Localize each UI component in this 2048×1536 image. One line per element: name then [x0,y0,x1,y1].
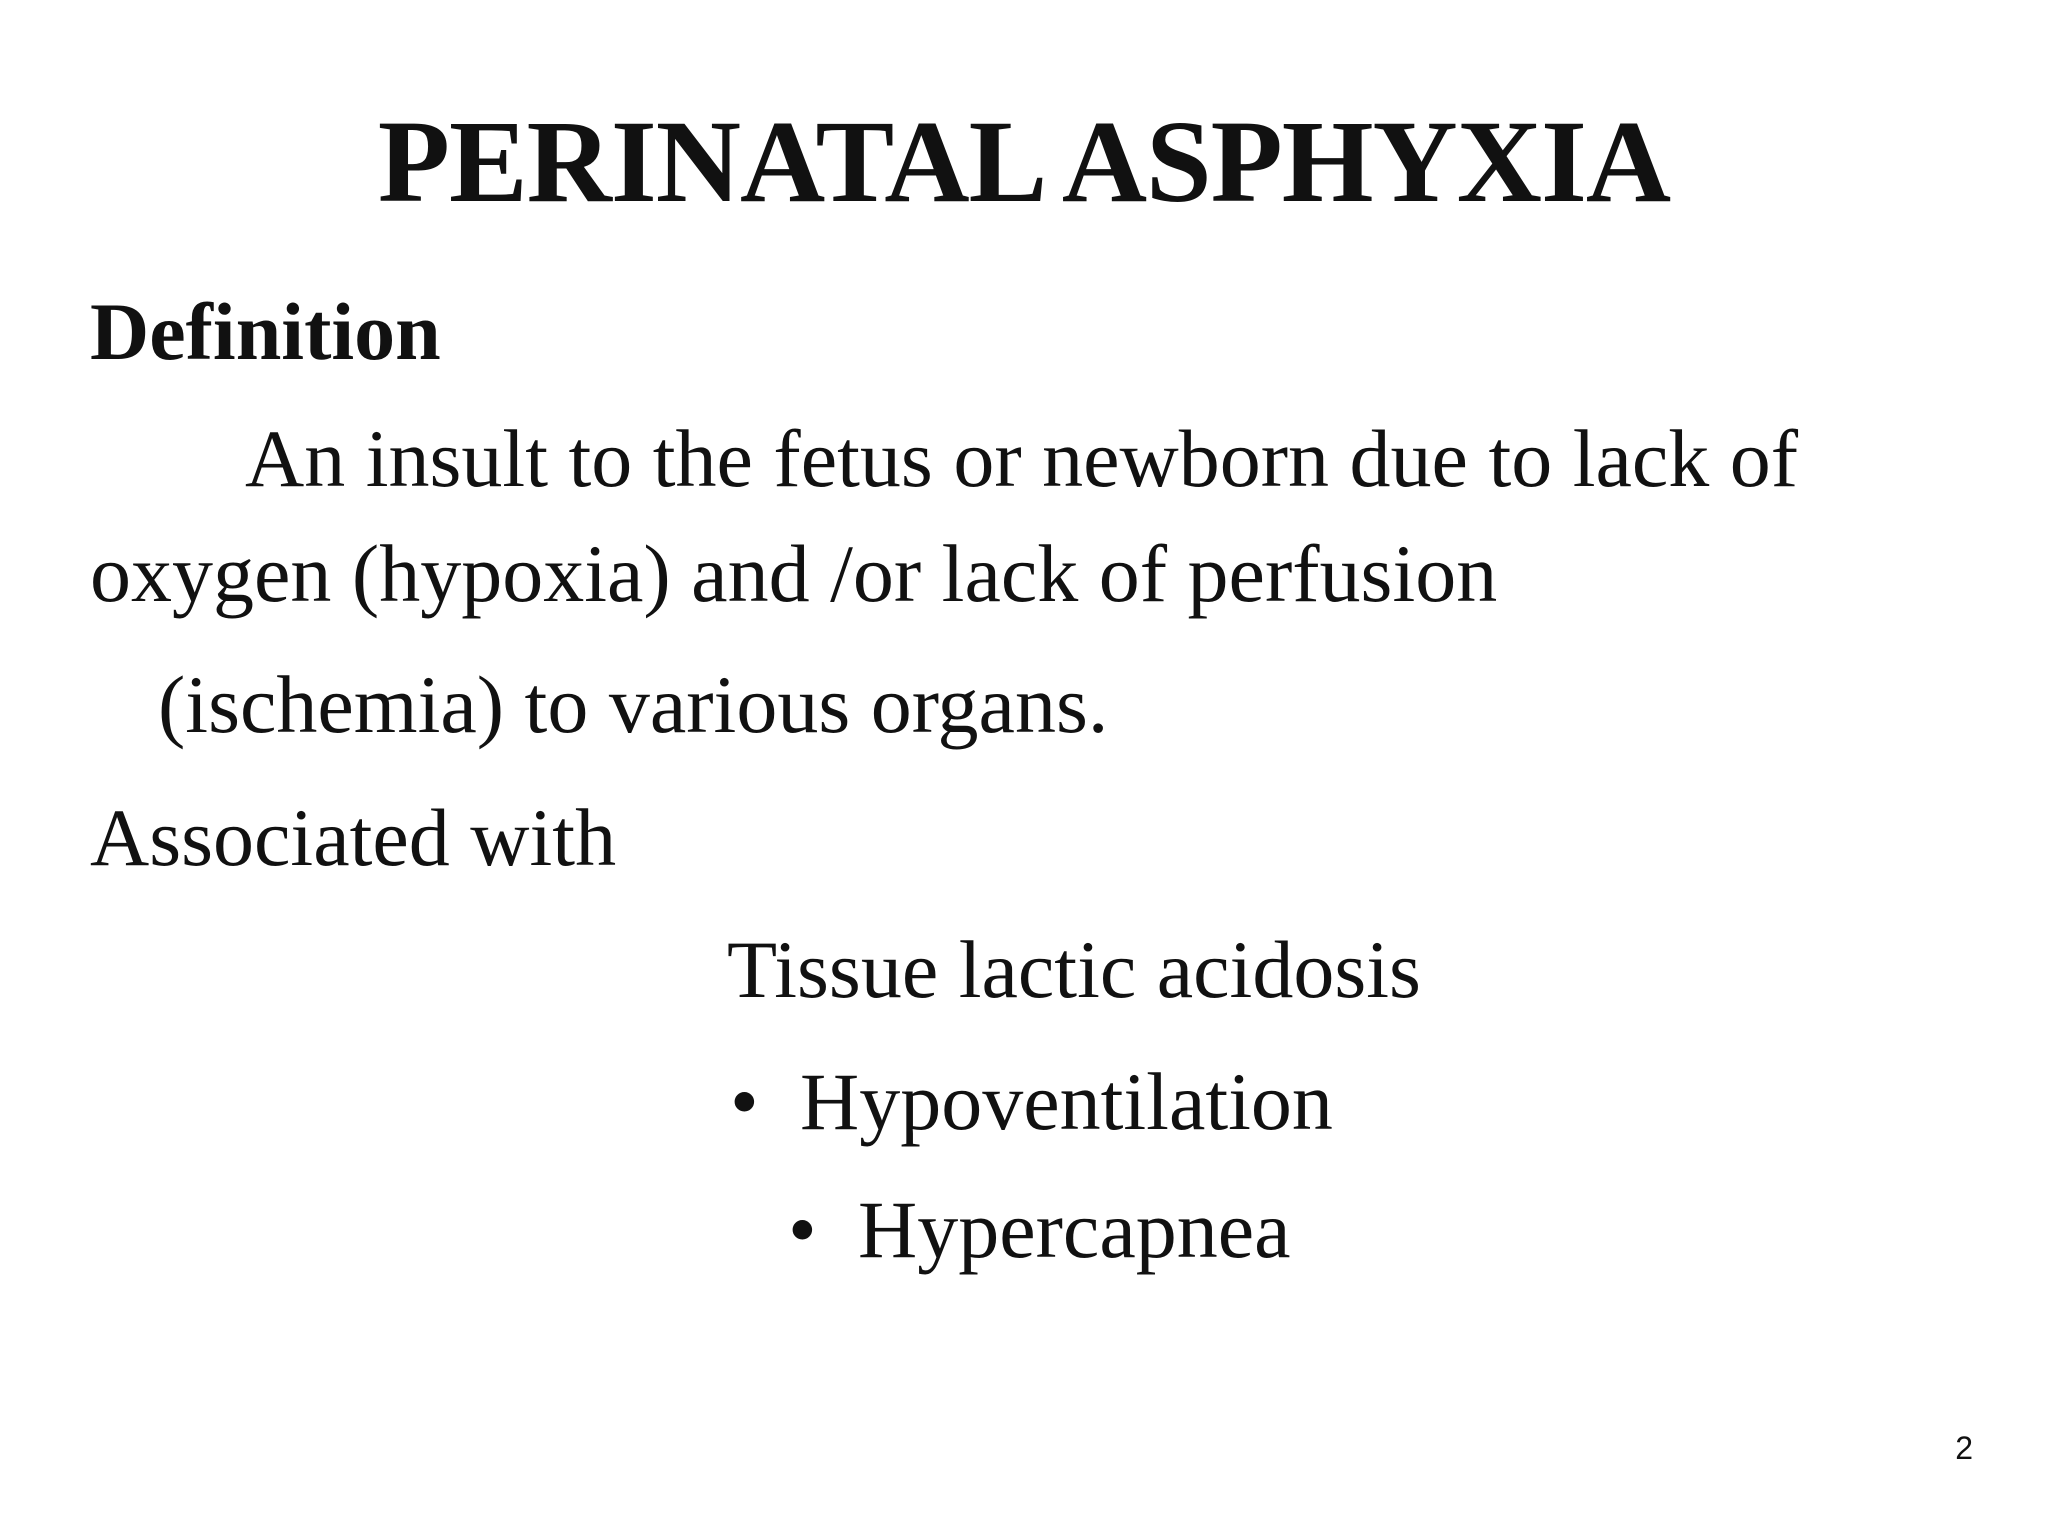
associated-item-hypoventilation-row [730,1052,1333,1152]
page-number: 2 [1955,1430,1973,1466]
bullet-icon: • [788,1184,817,1275]
definition-line-3: (ischemia) to various organs. [158,659,1109,750]
slide-title: PERINATAL ASPHYXIA [377,96,1671,227]
associated-item-tissue-lactic-acidosis: Tissue lactic acidosis [727,924,1421,1015]
associated-item-hypercapnea-row [788,1180,1291,1280]
associated-with-label: Associated with [90,792,617,883]
definition-heading: Definition [90,286,441,377]
definition-line-2: oxygen (hypoxia) and /or lack of perfusion [90,528,1498,619]
associated-item-hypercapnea: Hypercapnea [858,1184,1291,1275]
associated-item-hypoventilation: Hypoventilation [800,1056,1333,1147]
definition-line-1: An insult to the fetus or newborn due to lack of [245,413,1799,504]
bullet-icon: • [730,1056,759,1147]
